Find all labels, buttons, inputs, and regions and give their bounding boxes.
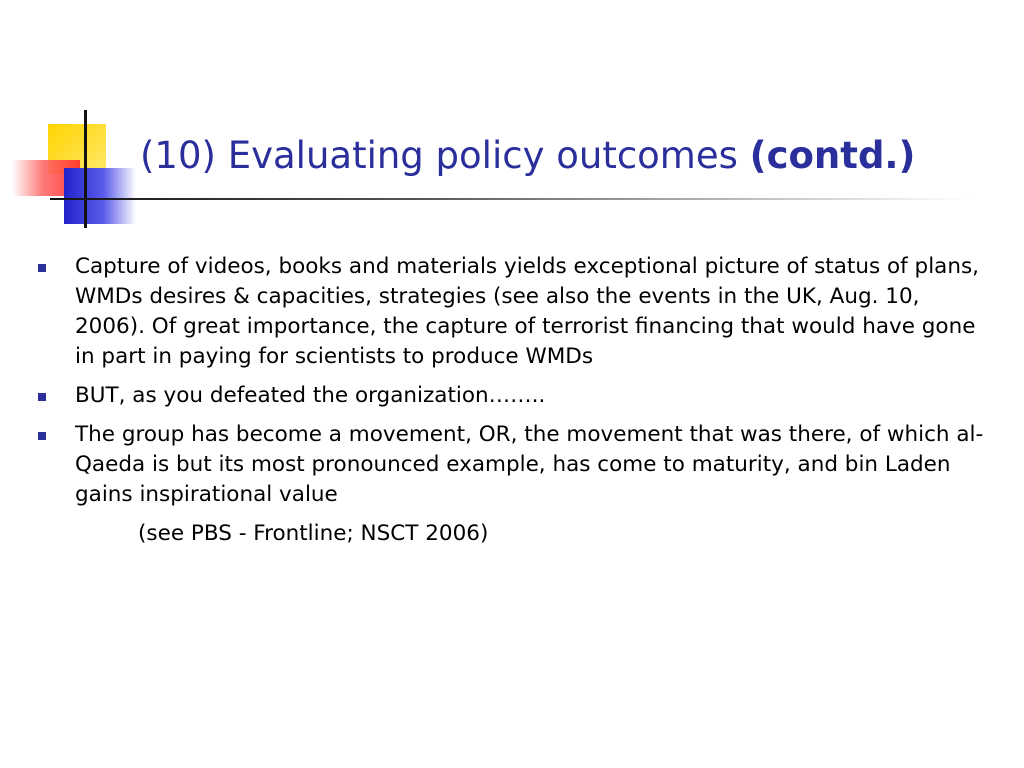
bullet-item	[38, 420, 988, 510]
reference-note: (see PBS - Frontline; NSCT 2006)	[138, 521, 489, 546]
slide-title-main: (10) Evaluating policy outcomes	[140, 134, 750, 177]
slide-content	[38, 252, 988, 549]
square-bullet-icon	[38, 264, 46, 272]
bullet-item	[38, 381, 988, 411]
bullet-list	[38, 252, 988, 510]
bullet-text: The group has become a movement, OR, the movement that was there, of which al-Qaeda is but its most pronounced example, has come to maturity, and bin Laden gains inspirational value	[75, 422, 984, 507]
square-bullet-icon	[38, 393, 46, 401]
square-bullet-icon	[38, 432, 46, 440]
bullet-text: BUT, as you defeated the organization……..	[75, 383, 546, 408]
slide-title-bold: (contd.)	[749, 134, 916, 177]
decorative-vertical-line	[84, 110, 87, 228]
title-underline	[50, 198, 970, 200]
bullet-item	[38, 252, 988, 372]
bullet-text: Capture of videos, books and materials yields exceptional picture of status of plans, WMDs desires & capacities, strategies (see also the events in the UK, Aug. 10, 2006). Of great importance, the capture of terrorist financing that would have gone in part in paying for scientists to produce WMDs	[75, 254, 980, 369]
slide-title	[140, 132, 915, 180]
decorative-blue-square	[64, 168, 136, 224]
